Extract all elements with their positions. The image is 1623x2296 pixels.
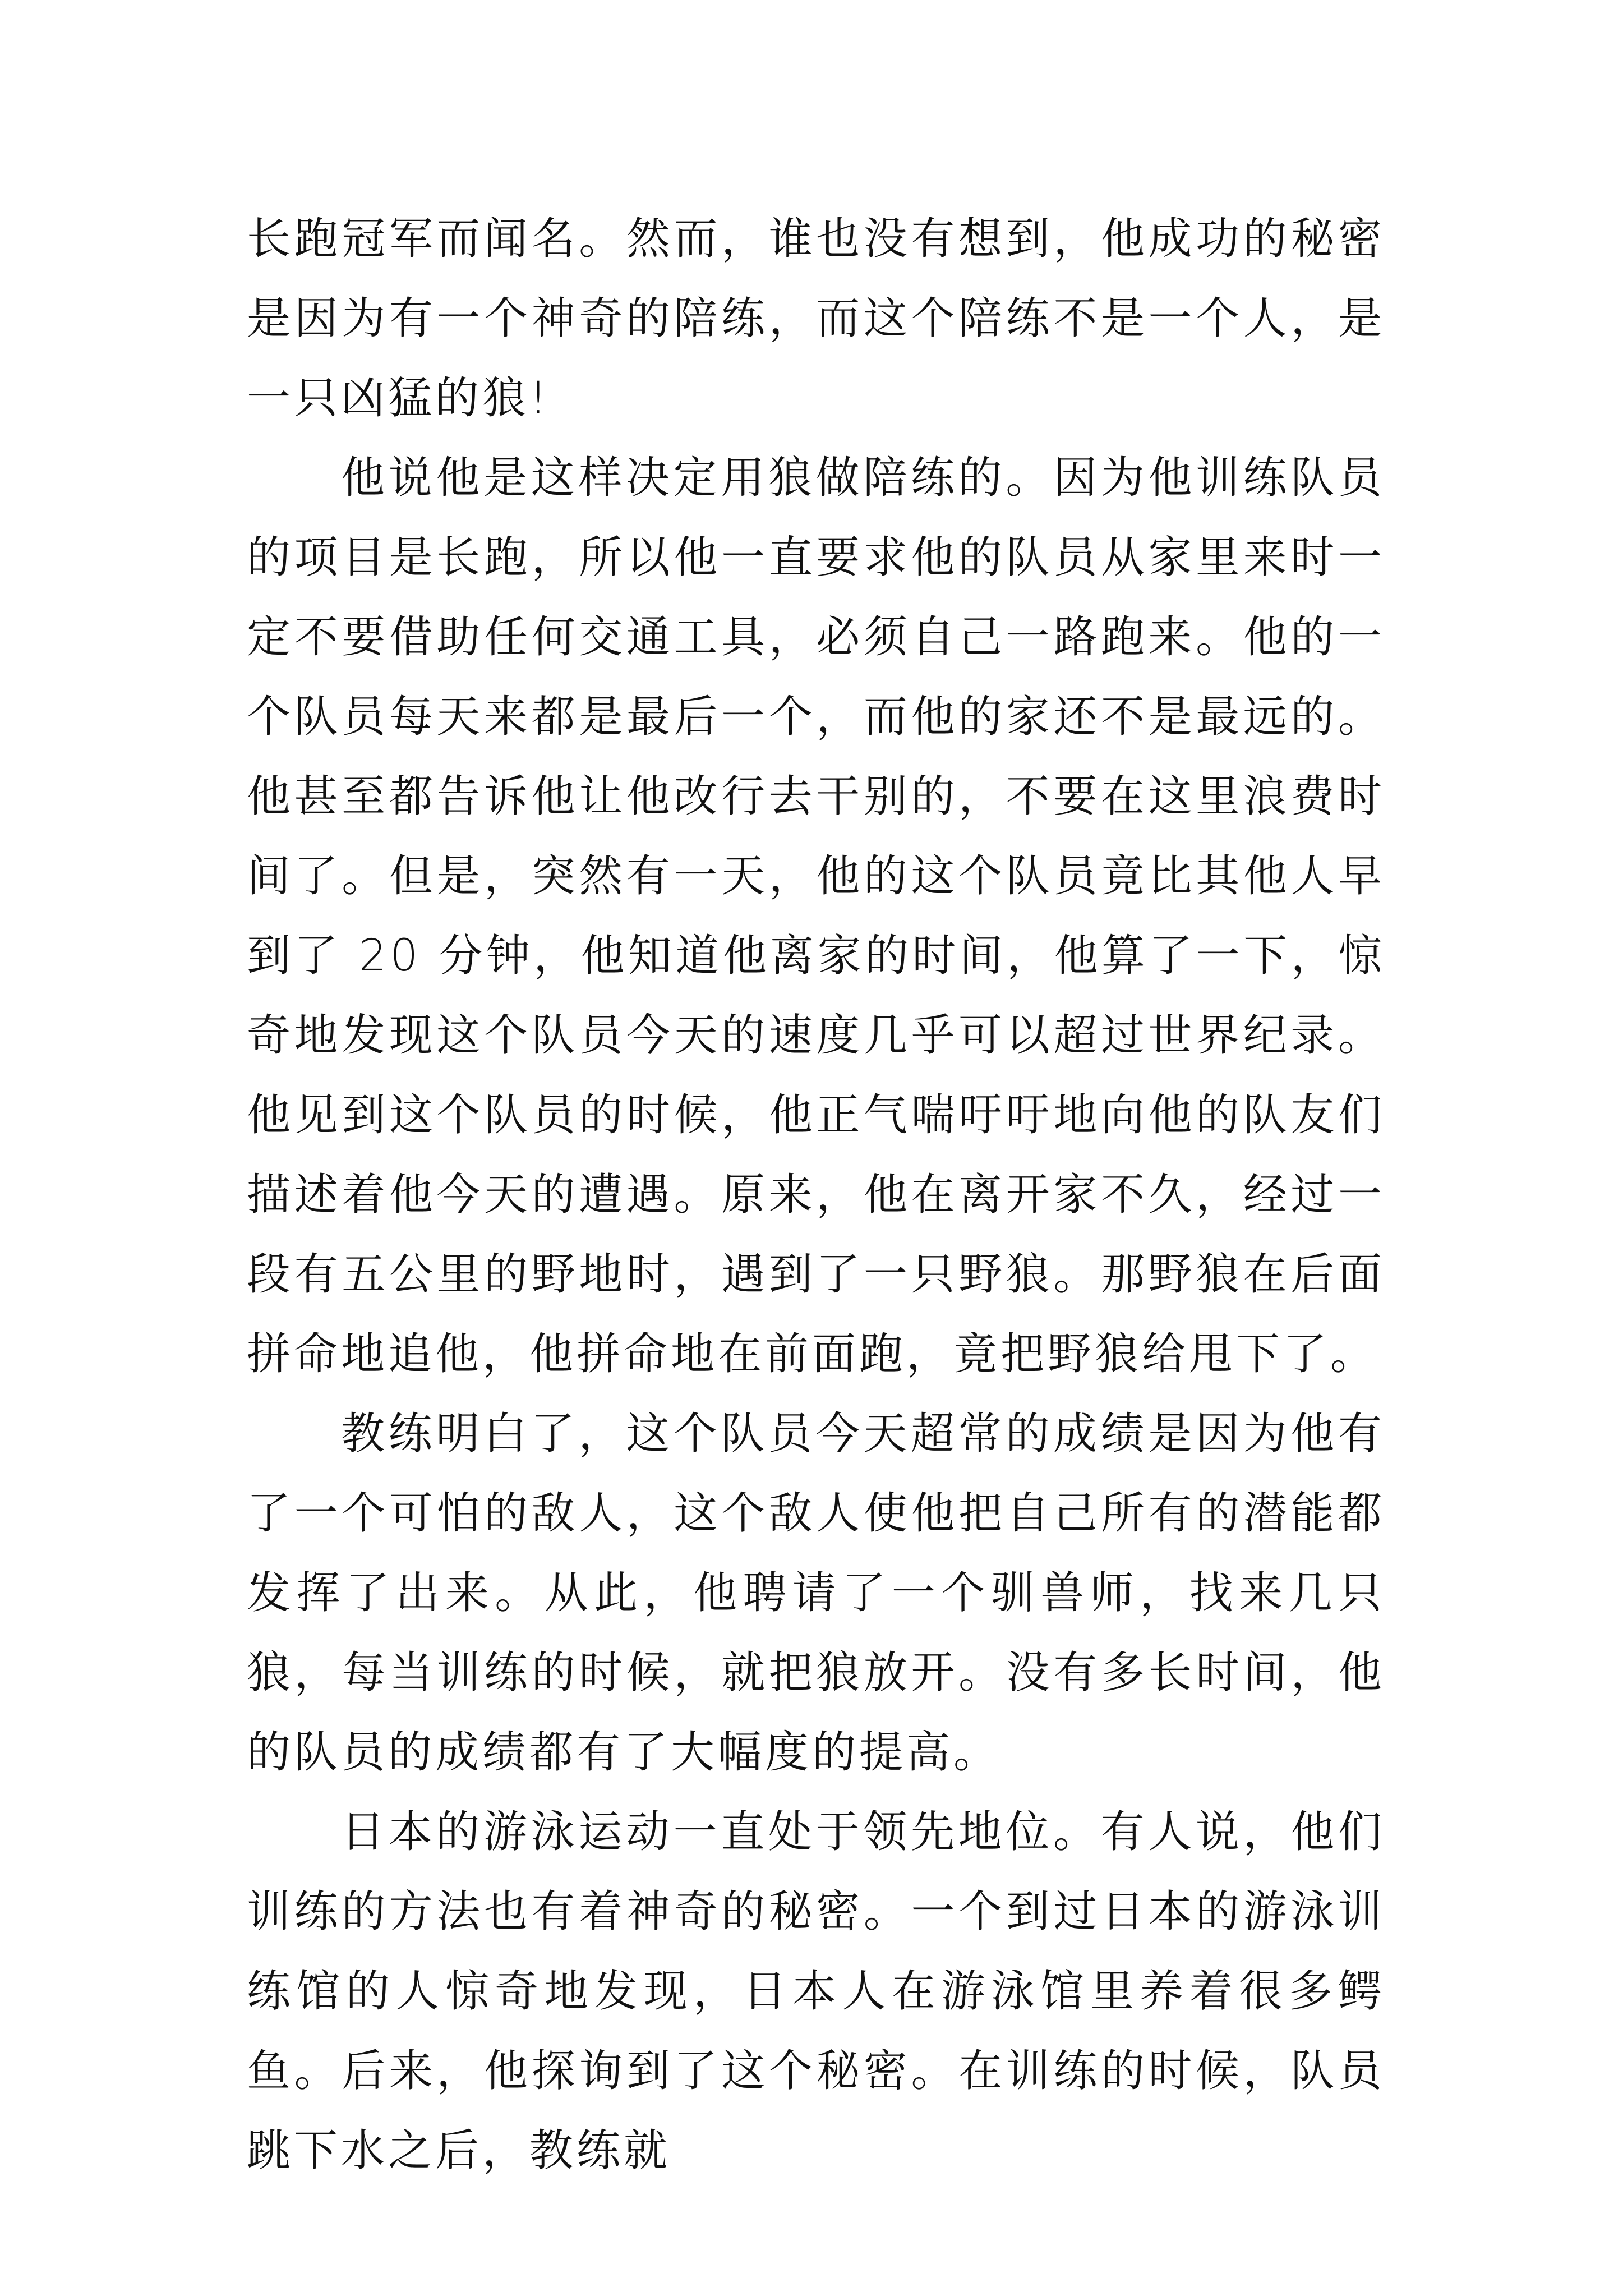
paragraph-2: 他说他是这样决定用狼做陪练的。因为他训练队员的项目是长跑，所以他一直要求他的队员从家里来时一定不要借助任何交通工具，必须自己一路跑来。他的一个队员每天来都是最后一个，而他的家还不是最远的。他甚至都告诉他让他改行去干别的，不要在这里浪费时间了。但是，突然有一天，他的这个队员竟比其他人早到了 20 分钟，他知道他离家的时间，他算了一下，惊奇地发现这个队员今天的速度几乎可以超过世界纪录。他见到这个队员的时候，他正气喘吁吁地向他的队友们描述着他今天的遭遇。原来，他在离开家不久，经过一段有五公里的野地时，遇到了一只野狼。那野狼在后面拼命地追他，他拼命地在前面跑，竟把野狼给甩下了。 — [247, 453, 1385, 1379]
body-text — [247, 199, 1385, 2191]
paragraph-1: 长跑冠军而闻名。然而，谁也没有想到，他成功的秘密是因为有一个神奇的陪练，而这个陪练不是一个人，是一只凶猛的狼! — [247, 214, 1385, 424]
paragraph-3: 教练明白了，这个队员今天超常的成绩是因为他有了一个可怕的敌人，这个敌人使他把自己所有的潜能都发挥了出来。从此，他聘请了一个驯兽师，找来几只狼，每当训练的时候，就把狼放开。没有多长时间，他的队员的成绩都有了大幅度的提高。 — [247, 1409, 1385, 1778]
paragraph-4: 日本的游泳运动一直处于领先地位。有人说，他们训练的方法也有着神奇的秘密。一个到过日本的游泳训练馆的人惊奇地发现，日本人在游泳馆里养着很多鳄鱼。后来，他探询到了这个秘密。在训练的时候，队员跳下水之后，教练就 — [247, 1807, 1385, 2176]
